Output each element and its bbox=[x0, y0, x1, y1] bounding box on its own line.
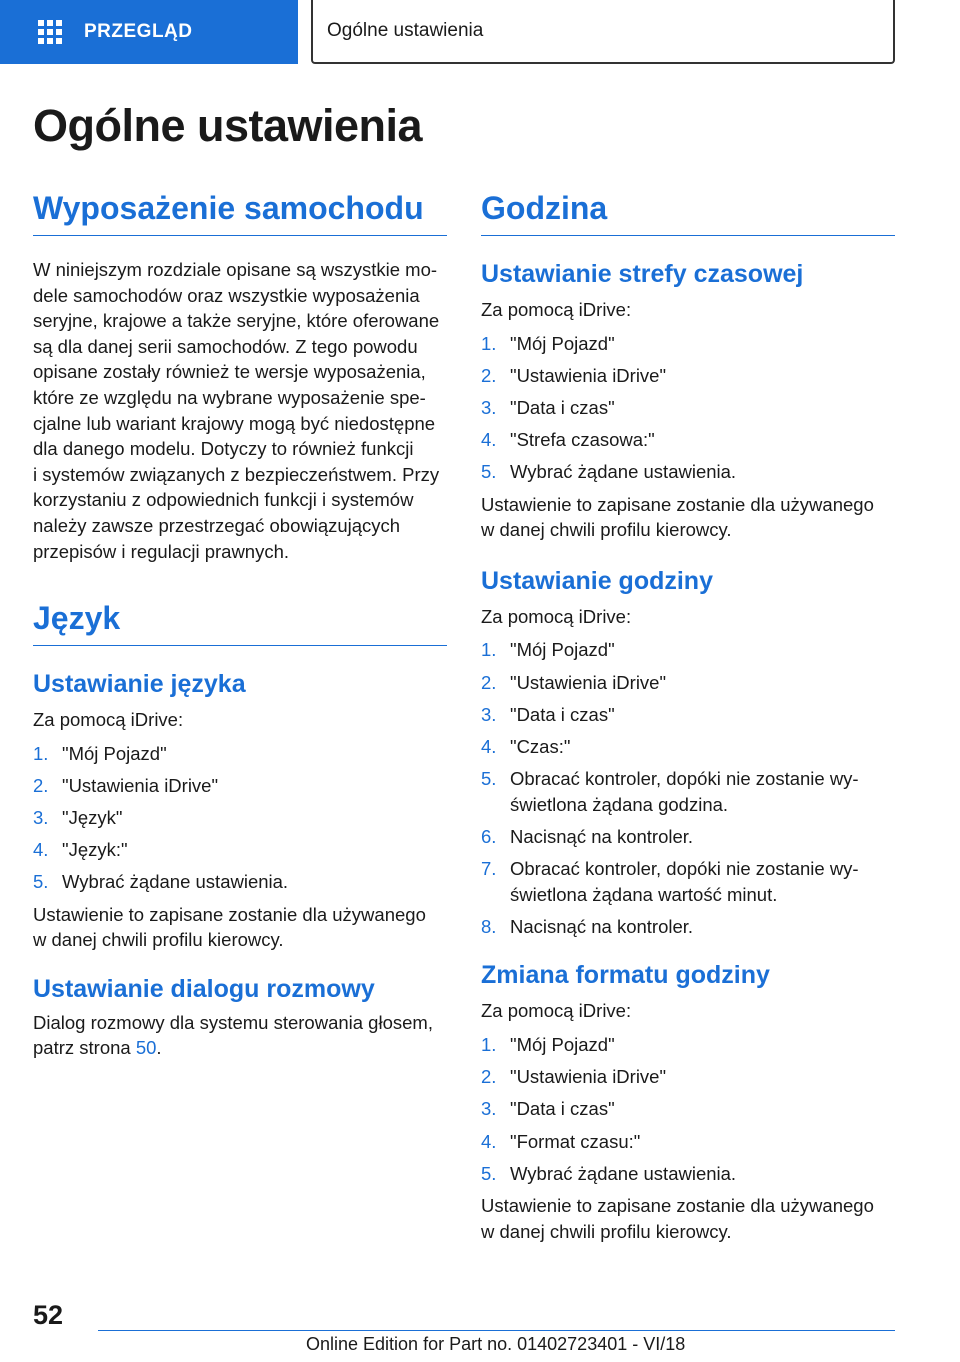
list-item: 2. "Ustawienia iDrive" bbox=[481, 1066, 667, 1088]
footer-divider bbox=[98, 1330, 895, 1331]
list-item: 7. Obracać kontroler, dopóki nie zostanie wy‐ świetlona żądana wartość minut. bbox=[481, 858, 859, 905]
equipment-heading: Wyposażenie samochodu bbox=[33, 190, 447, 236]
list-item: 5. Wybrać żądane ustawienia. bbox=[481, 461, 737, 483]
timezone-intro: Za pomocą iDrive: bbox=[481, 299, 632, 320]
set-time-heading: Ustawianie godziny bbox=[481, 566, 713, 595]
page-title: Ogólne ustawienia bbox=[33, 100, 423, 151]
list-item: 8. Nacisnąć na kontroler. bbox=[481, 915, 694, 937]
list-item: 2. "Ustawienia iDrive" bbox=[33, 774, 219, 796]
dialog-text: Dialog rozmowy dla systemu sterowania głosem, patrz strona 50. bbox=[33, 1011, 433, 1059]
page-50-link[interactable]: 50 bbox=[135, 1037, 157, 1059]
list-item: 1. "Mój Pojazd" bbox=[481, 639, 615, 661]
list-item: 3. "Data i czas" bbox=[481, 703, 615, 725]
equipment-text: W niniejszym rozdziale opisane są wszystkie mo‐ dele samochodów oraz wszystkie wyposażenia seryjne, krajowe a także seryjne, które oferowane są dla danej serii samochodów. Z tego powodu opisane zostały również te wersje wyposażenia, które ze względu na wybrane wyposażenie spe‐ cjalne lub wariant krajowy mogą być niedostępne dla danego modelu. Dotyczy to również funkcji i systemów związanych z bezpieczeństwem. Przy korzystaniu z odpowiednich funkcji i systemów należy zawsze przestrzegać obowiązujących przepisów i regulacji prawnych. bbox=[33, 259, 440, 562]
timezone-outro: Ustawienie to zapisane zostanie dla używanego w danej chwili profilu kierowcy. bbox=[481, 493, 874, 541]
grid-icon bbox=[38, 20, 62, 44]
dialog-heading: Ustawianie dialogu rozmowy bbox=[33, 974, 375, 1003]
list-item: 3. "Język" bbox=[33, 807, 123, 829]
language-heading: Język bbox=[33, 600, 447, 646]
footer-edition: Online Edition for Part no. 01402723401 - VI/18 bbox=[306, 1334, 686, 1354]
timezone-steps bbox=[481, 331, 895, 485]
set-language-heading: Ustawianie języka bbox=[33, 670, 246, 699]
format-heading: Zmiana formatu godziny bbox=[481, 961, 770, 990]
list-item: 6. Nacisnąć na kontroler. bbox=[481, 825, 694, 847]
list-item: 2. "Ustawienia iDrive" bbox=[481, 364, 667, 386]
list-item: 4. "Strefa czasowa:" bbox=[481, 429, 655, 451]
list-item: 1. "Mój Pojazd" bbox=[33, 742, 167, 764]
set-language-outro: Ustawienie to zapisane zostanie dla używanego w danej chwili profilu kierowcy. bbox=[33, 903, 426, 951]
list-item: 5. Wybrać żądane ustawienia. bbox=[481, 1162, 737, 1184]
format-intro: Za pomocą iDrive: bbox=[481, 1000, 632, 1022]
right-column bbox=[481, 190, 895, 1244]
list-item: 3. "Data i czas" bbox=[481, 1098, 615, 1120]
list-item: 1. "Mój Pojazd" bbox=[481, 332, 615, 354]
section-tab[interactable] bbox=[311, 0, 895, 64]
list-item: 5. Wybrać żądane ustawienia. bbox=[33, 871, 289, 893]
list-item: 4. "Język:" bbox=[33, 839, 128, 861]
set-time-steps bbox=[481, 637, 895, 939]
set-language-steps bbox=[33, 741, 447, 895]
left-column bbox=[33, 190, 447, 1061]
list-item: 2. "Ustawienia iDrive" bbox=[481, 671, 667, 693]
format-outro: Ustawienie to zapisane zostanie dla używanego w danej chwili profilu kierowcy. bbox=[481, 1194, 874, 1242]
list-item: 5. Obracać kontroler, dopóki nie zostanie wy‐ świetlona żądana godzina. bbox=[481, 768, 859, 815]
overview-tab[interactable] bbox=[0, 0, 298, 64]
format-steps bbox=[481, 1032, 895, 1186]
timezone-heading: Ustawianie strefy czasowej bbox=[481, 260, 804, 288]
set-time-intro: Za pomocą iDrive: bbox=[481, 605, 632, 627]
time-heading: Godzina bbox=[481, 190, 895, 236]
list-item: 4. "Format czasu:" bbox=[481, 1130, 641, 1152]
list-item: 4. "Czas:" bbox=[481, 735, 571, 757]
set-language-intro: Za pomocą iDrive: bbox=[33, 709, 184, 731]
list-item: 3. "Data i czas" bbox=[481, 396, 615, 418]
page-number: 52 bbox=[33, 1300, 64, 1330]
overview-tab-label: PRZEGLĄD bbox=[84, 21, 193, 42]
list-item: 1. "Mój Pojazd" bbox=[481, 1034, 615, 1055]
section-tab-label: Ogólne ustawienia bbox=[327, 20, 484, 41]
